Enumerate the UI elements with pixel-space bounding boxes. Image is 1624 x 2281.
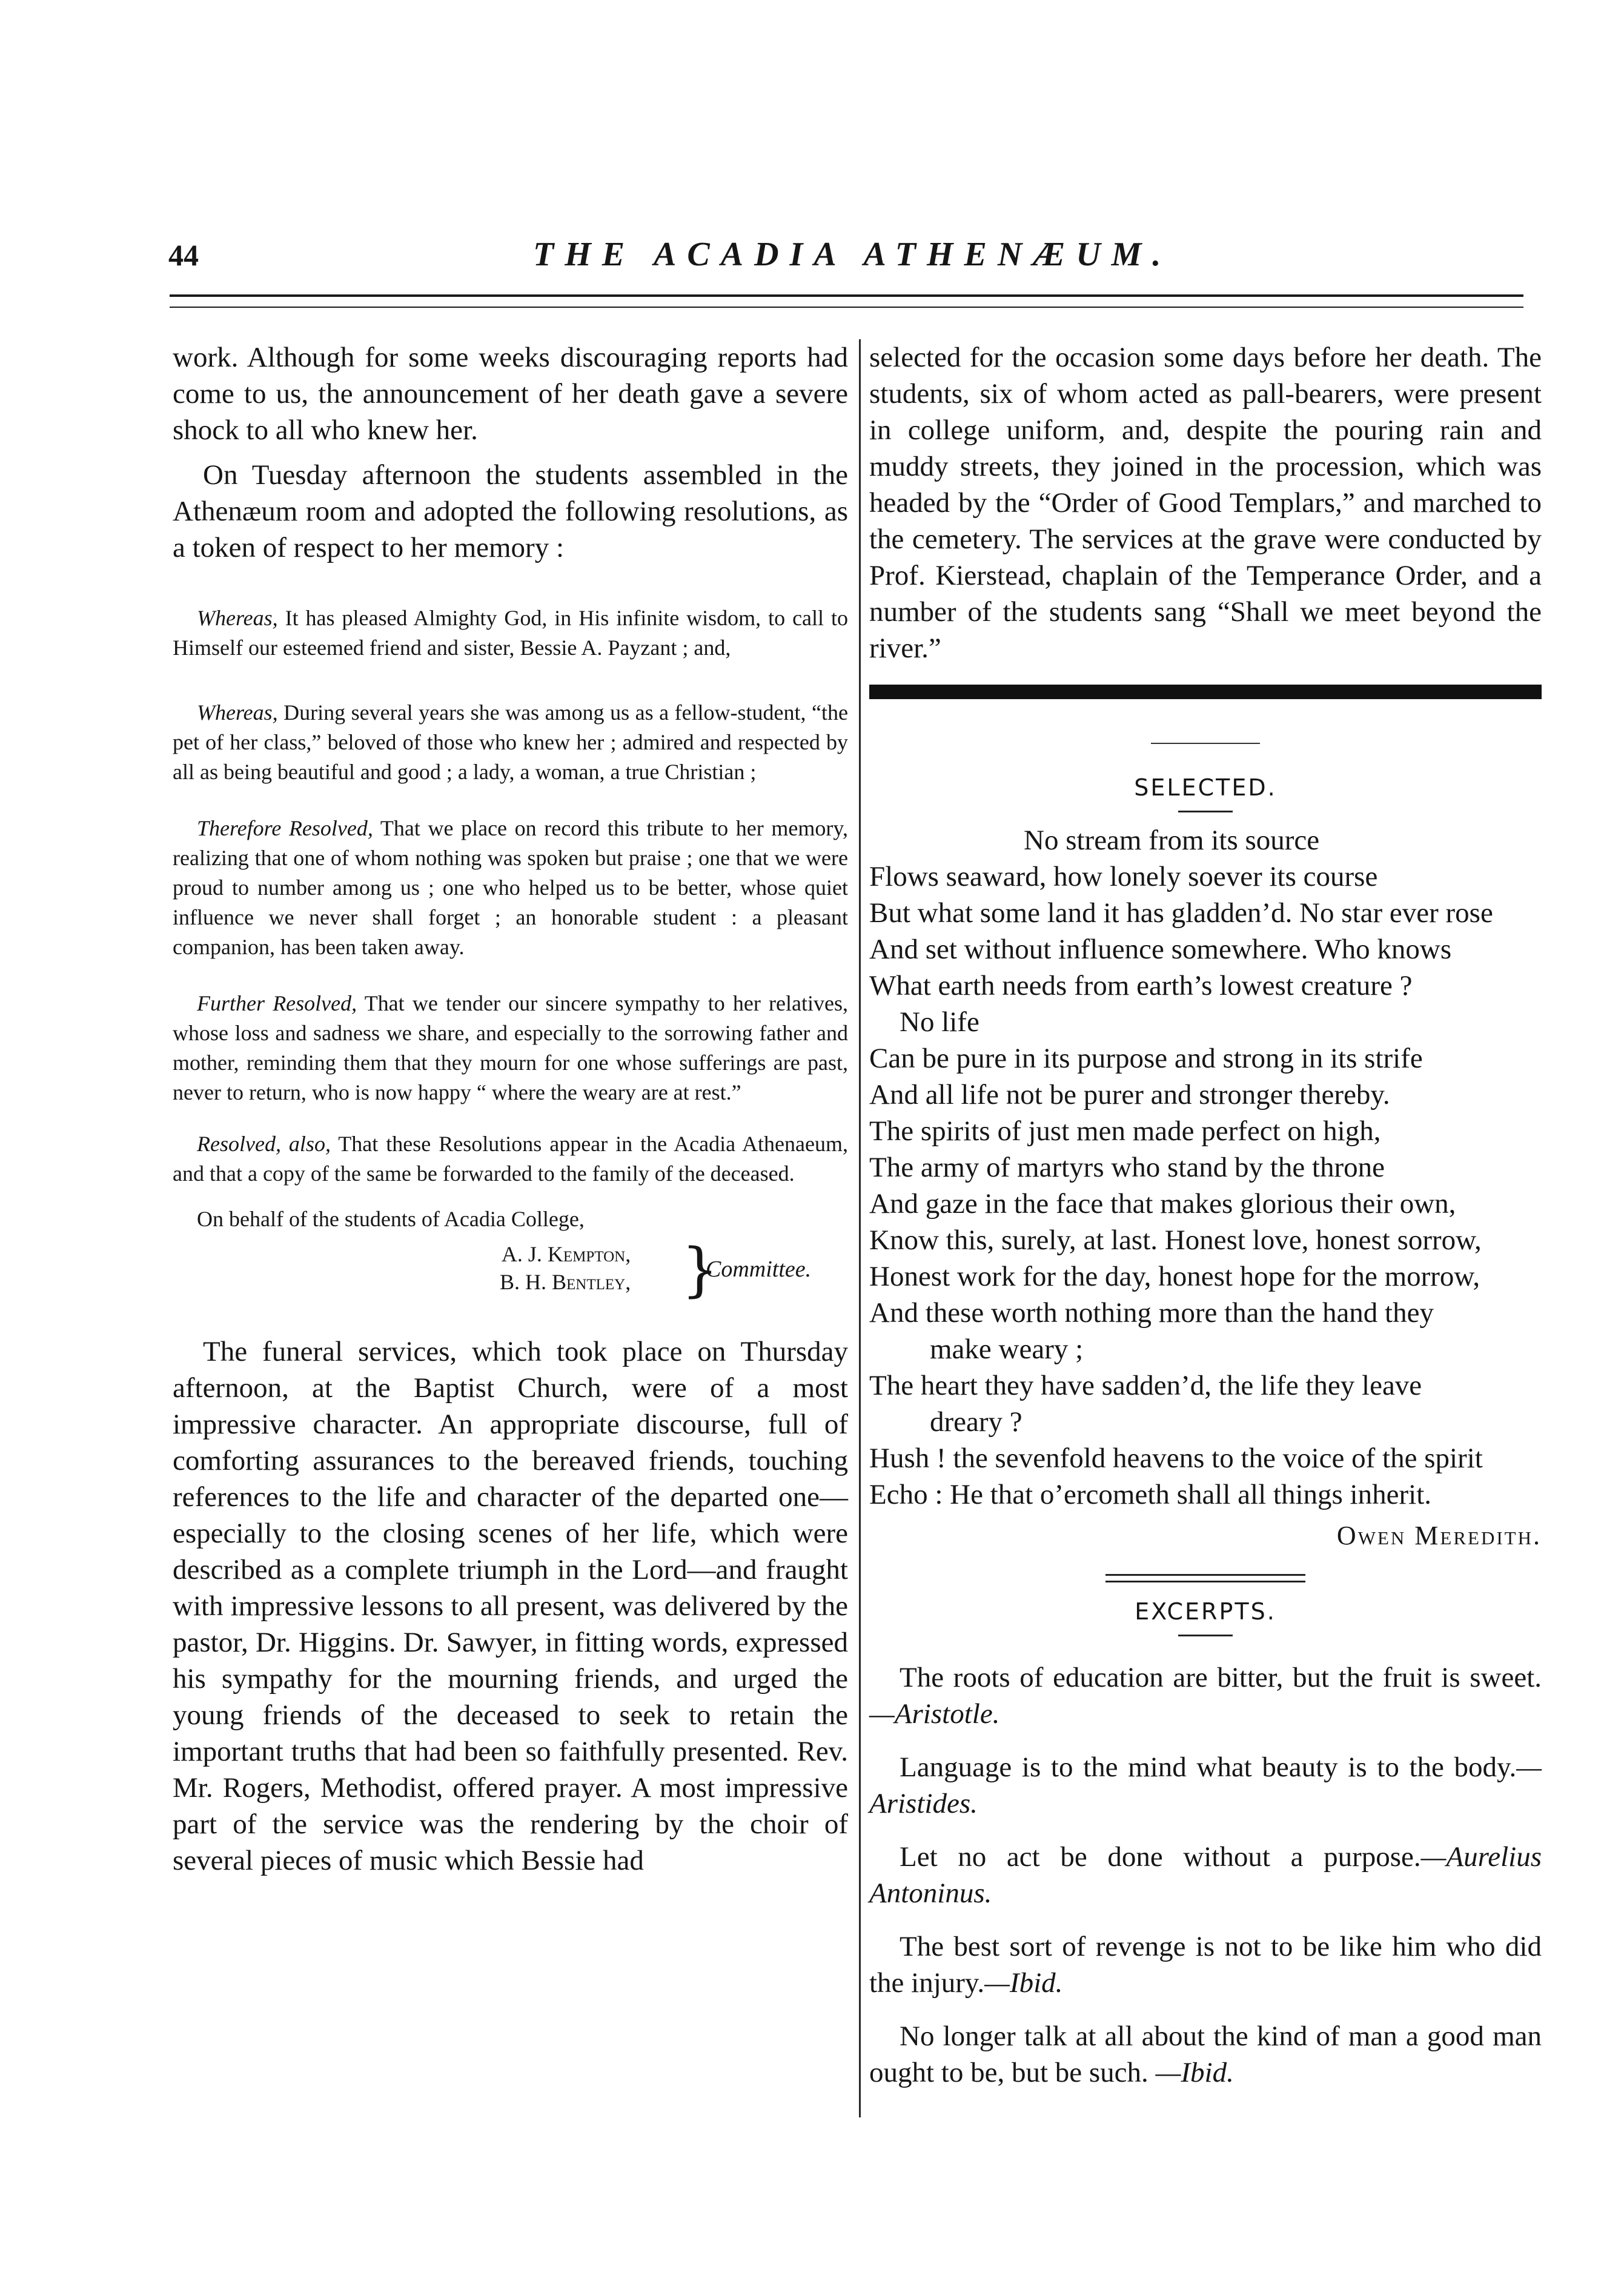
poem-line: And set without influence somewhere. Who knows	[869, 934, 1452, 965]
excerpt-text: Language is to the mind what beauty is to the body.	[900, 1751, 1517, 1783]
signatory-names	[500, 1240, 631, 1296]
excerpt-item	[869, 1839, 1542, 1911]
poem-line: Flows seaward, how lonely soever its course	[869, 861, 1378, 892]
excerpt-source: —Aristotle.	[869, 1698, 1000, 1730]
signatory-brace: }	[681, 1236, 719, 1304]
resolution-whereas-2	[173, 698, 848, 787]
excerpt-source: —Ibid.	[1148, 2057, 1234, 2088]
section-separator-bar	[869, 685, 1542, 699]
resolution-whereas-1	[173, 603, 848, 663]
resolution-text: It has pleased Almighty God, in His infinite wisdom, to call to Himself our esteemed friend and sister, Bessie A. Payzant ; and,	[173, 606, 848, 660]
heading-underline	[1178, 1635, 1233, 1636]
on-behalf-line: On behalf of the students of Acadia College,	[197, 1207, 585, 1231]
poem-author: Owen Meredith.	[1336, 1521, 1542, 1550]
double-rule	[1105, 1574, 1305, 1582]
poem-line: The army of martyrs who stand by the throne	[869, 1152, 1385, 1183]
resolution-text: That we place on record this tribute to her memory, realizing that one of whom nothing was spoken but praise ; one that we were proud to number among us ; one who helped us to be better, whose quiet influence we never shall forget ; an honorable student : a pleasant companion, has been taken away.	[173, 816, 848, 959]
poem-line: The heart they have sadden’d, the life they leave	[869, 1370, 1422, 1401]
excerpt-text: Let no act be done without a purpose.	[900, 1841, 1421, 1873]
intro-paragraph-2: On Tuesday afternoon the students assembled in the Athenæum room and adopted the following resolutions, as a token of respect to her memory :	[173, 459, 848, 563]
poem-line: Echo : He that o’ercometh shall all things inherit.	[869, 1479, 1431, 1510]
running-title: THE ACADIA ATHENÆUM.	[533, 236, 1172, 273]
header-rule-bottom	[170, 307, 1523, 308]
resolution-also	[173, 1129, 848, 1189]
right-column	[869, 339, 1542, 2108]
poem-line: Know this, surely, at last. Honest love, honest sorrow,	[869, 1224, 1482, 1256]
excerpt-text: The best sort of revenge is not to be like him who did the injury.	[869, 1931, 1542, 1999]
resolution-lead: Therefore Resolved,	[197, 816, 373, 840]
poem	[869, 822, 1542, 1513]
excerpts-heading: EXCERPTS.	[1135, 1598, 1276, 1625]
signature-block	[173, 1236, 848, 1313]
continuation-paragraph: selected for the occasion some days before her death. The students, six of whom acted as pall-bearers, were present in college uniform, and, despite the pouring rain and muddy streets, they joined in the procession, which was headed by the “Order of Good Templars,” and marched to the cemetery. The services at the grave were conducted by Prof. Kierstead, chaplain of the Temperance Order, and a number of the students sang “Shall we meet beyond the river.”	[869, 342, 1542, 664]
committee-label: Committee.	[706, 1257, 812, 1282]
header-rule-top	[170, 294, 1523, 297]
resolution-therefore	[173, 814, 848, 962]
excerpt-text: The roots of education are bitter, but the fruit is sweet.	[900, 1662, 1542, 1693]
signatory: B. H. Bentley,	[500, 1270, 631, 1294]
excerpts-list	[869, 1659, 1542, 2091]
poem-line: And all life not be purer and stronger thereby.	[869, 1079, 1390, 1111]
poem-line: Hush ! the sevenfold heavens to the voice of the spirit	[869, 1443, 1483, 1474]
poem-line: dreary ?	[930, 1406, 1022, 1438]
poem-line: And these worth nothing more than the hand they	[869, 1297, 1434, 1329]
resolution-lead: Further Resolved,	[197, 991, 357, 1015]
short-rule	[1151, 743, 1260, 744]
excerpt-source: —Aristides.	[869, 1751, 1542, 1819]
resolution-text: That these Resolutions appear in the Acadia Athenaeum, and that a copy of the same be forwarded to the family of the deceased.	[173, 1132, 848, 1186]
resolution-lead: Resolved, also,	[197, 1132, 331, 1156]
poem-line: make weary ;	[930, 1333, 1084, 1365]
poem-line: No stream from its source	[1024, 825, 1320, 856]
excerpt-source: —Ibid.	[984, 1967, 1063, 1999]
excerpt-item	[869, 2018, 1542, 2091]
poem-line: But what some land it has gladden’d. No star ever rose	[869, 897, 1493, 929]
left-column	[173, 339, 848, 1879]
poem-line: And gaze in the face that makes glorious their own,	[869, 1188, 1456, 1220]
resolution-lead: Whereas,	[197, 700, 278, 725]
excerpt-item	[869, 1928, 1542, 2001]
signatory: A. J. Kempton,	[501, 1242, 631, 1266]
funeral-paragraph: The funeral services, which took place on Thursday afternoon, at the Baptist Church, were of a most impressive character. An appropriate discourse, full of comforting assurances to the bereaved friends, touching references to the life and character of the departed one—especially to the closing scenes of her life, which were described as a complete triumph in the Lord—and fraught with impressive lessons to all present, was delivered by the pastor, Dr. Higgins. Dr. Sawyer, in fitting words, expressed his sympathy for the mourning friends, and urged the young friends of the deceased to seek to retain the important truths that had been so faithfully presented. Rev. Mr. Rogers, Methodist, offered prayer. A most impressive part of the service was the rendering by the choir of several pieces of music which Bessie had	[173, 1336, 848, 1876]
selected-heading: SELECTED.	[1134, 774, 1277, 801]
resolution-lead: Whereas,	[197, 606, 278, 630]
heading-underline	[1178, 811, 1233, 812]
resolution-text: That we tender our sincere sympathy to her relatives, whose loss and sadness we share, and especially to the sorrowing father and mother, reminding them that they mourn for one whose sufferings are past, never to return, who is now happy “ where the weary are at rest.”	[173, 991, 848, 1104]
poem-line: Can be pure in its purpose and strong in its strife	[869, 1043, 1423, 1074]
resolution-text: During several years she was among us as a fellow-student, “the pet of her class,” beloved of those who knew her ; admired and respected by all as being beautiful and good ; a lady, a woman, a true Christian ;	[173, 700, 848, 784]
resolution-further	[173, 989, 848, 1107]
poem-line: What earth needs from earth’s lowest creature ?	[869, 970, 1413, 1001]
poem-line: Honest work for the day, honest hope for the morrow,	[869, 1261, 1480, 1292]
poem-line: The spirits of just men made perfect on high,	[869, 1115, 1381, 1147]
excerpt-item	[869, 1659, 1542, 1732]
intro-paragraph-1: work. Although for some weeks discouraging reports had come to us, the announcement of her death gave a severe shock to all who knew her.	[173, 342, 848, 446]
column-divider	[859, 339, 861, 2117]
resolutions-block	[173, 603, 848, 1313]
page-number: 44	[168, 238, 199, 272]
excerpt-text: No longer talk at all about the kind of man a good man ought to be, but be such.	[869, 2020, 1542, 2088]
poem-line: No life	[900, 1006, 979, 1038]
excerpt-item	[869, 1749, 1542, 1822]
excerpt-source: —Aurelius Antoninus.	[869, 1841, 1542, 1909]
